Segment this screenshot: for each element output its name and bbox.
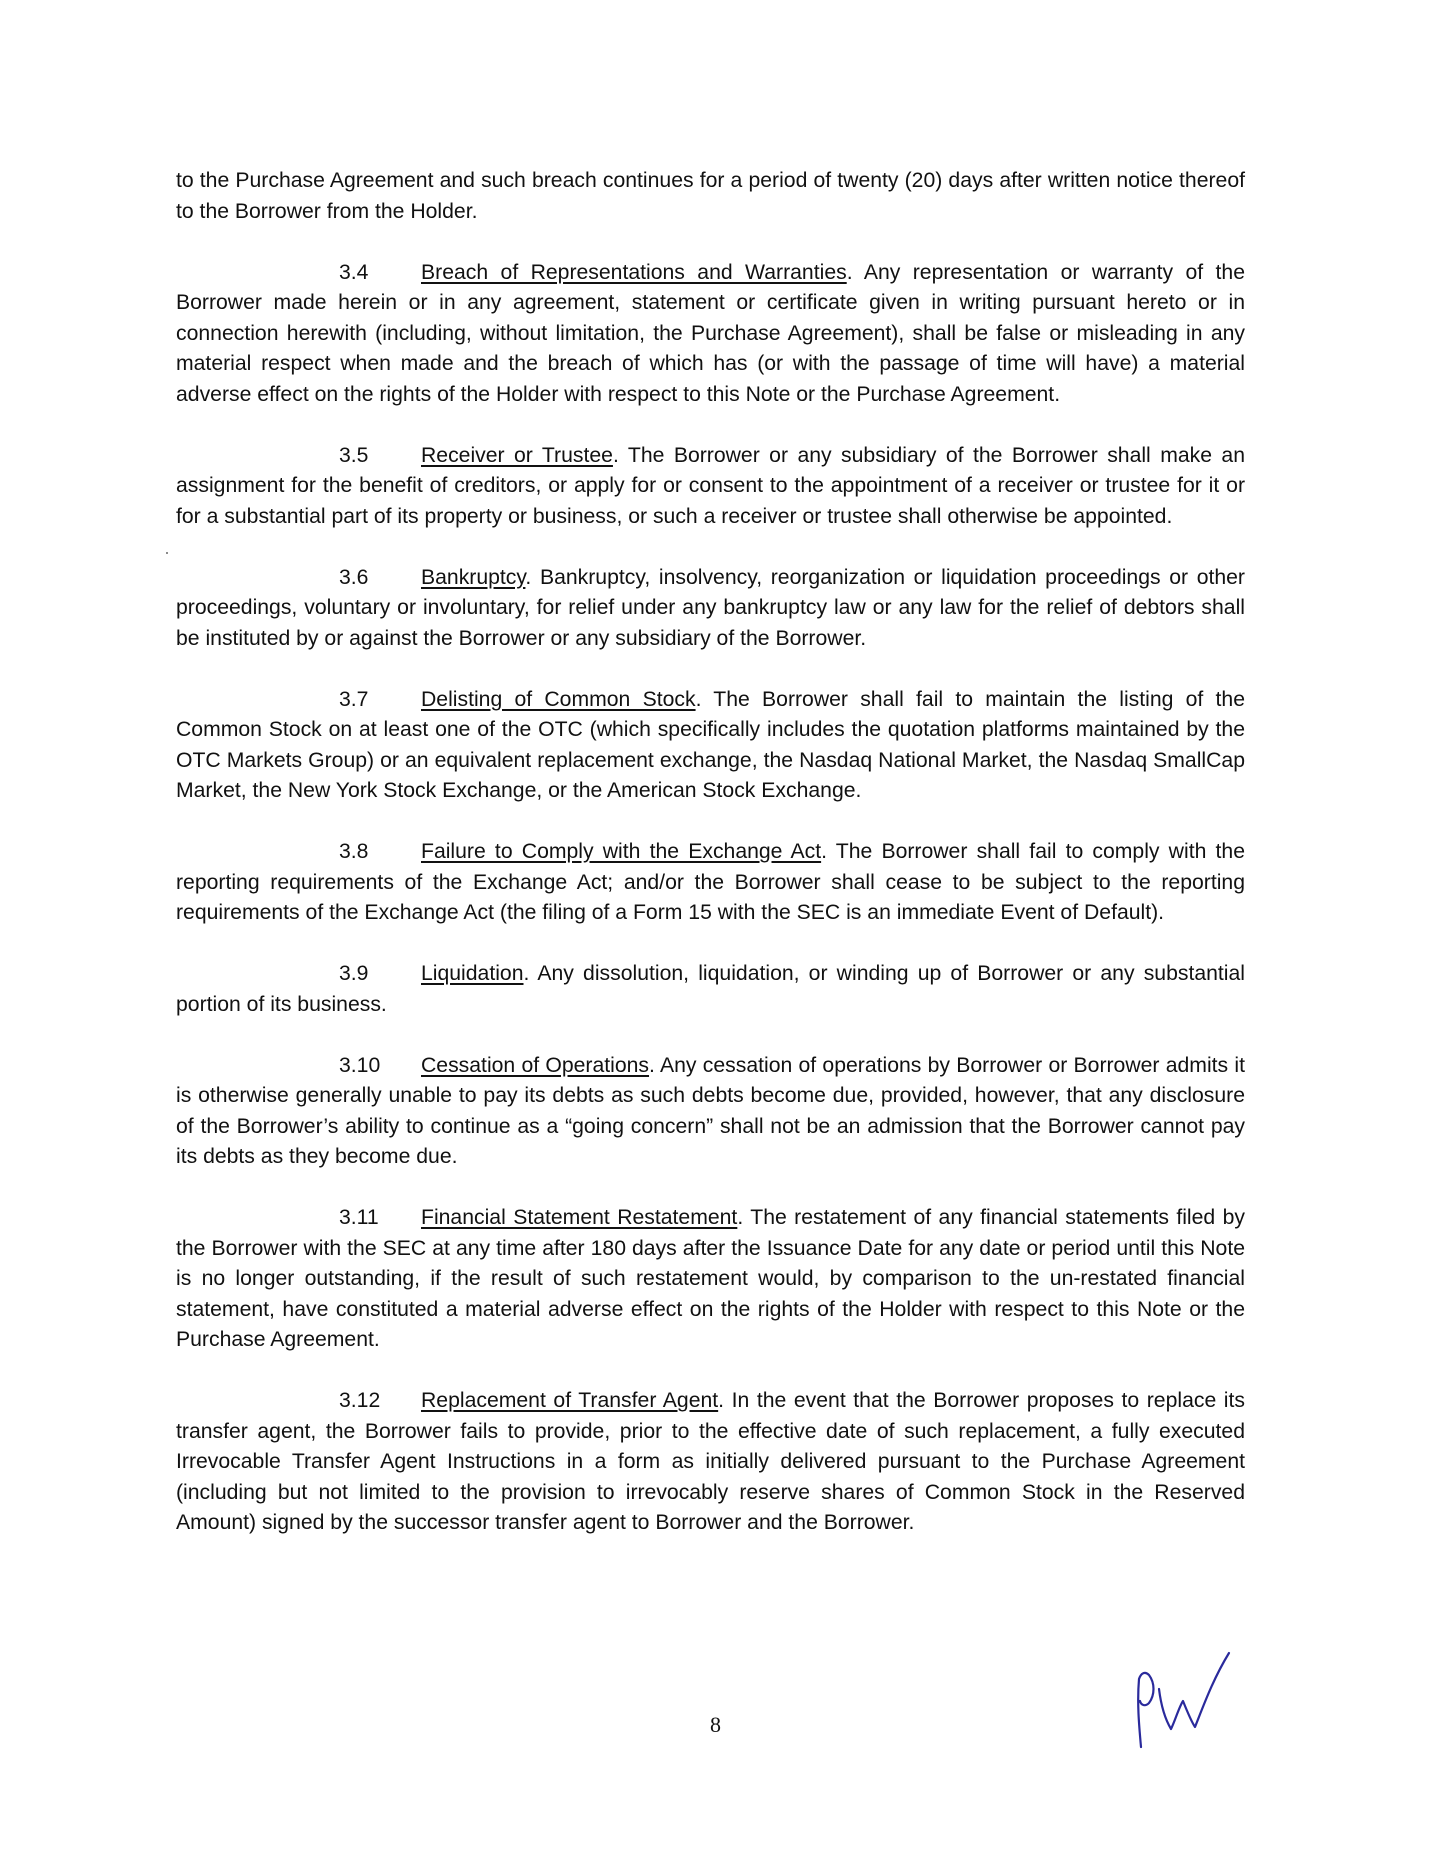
page-number: 8 (710, 1712, 721, 1737)
section-number: 3.9 (339, 962, 369, 985)
section-title: Breach of Representations and Warranties (421, 260, 847, 284)
section-3-5 (176, 441, 1245, 533)
section-title: Delisting of Common Stock (421, 687, 696, 711)
section-3-10 (176, 1051, 1245, 1173)
section-title: Failure to Comply with the Exchange Act (421, 840, 822, 863)
section-text: . Bankruptcy, insolvency, reorganization or liquidation proceedings or other proceedings, voluntary or involuntary, for relief under any bankruptcy law or any law for the relief of debtors shall be instituted by or against the Borrower or any subsidiary of the Borrower. (176, 565, 1245, 650)
section-title: Liquidation (421, 962, 524, 985)
section-text: . In the event that the Borrower proposes to replace its transfer agent, the Borrower fails to provide, prior to the effective date of such replacement, a fully executed Irrevocable Transfer Agent Instructions in a form as initially delivered pursuant to the Purchase Agreement (including but not limited to the provision to irrevocably reserve shares of Common Stock in the Reserved Amount) signed by the successor transfer agent to Borrower and the Borrower. (176, 1389, 1245, 1534)
section-text: . Any cessation of operations by Borrower or Borrower admits it is otherwise generally unable to pay its debts as such debts become due, provided, however, that any disclosure of the Borrower’s ability to continue as a “going concern” shall not be an admission that the Borrower cannot pay its debts as they become due. (176, 1053, 1245, 1168)
section-title: Bankruptcy (421, 565, 526, 589)
section-3-12 (176, 1386, 1245, 1539)
document-body (176, 166, 1245, 1569)
handwritten-initials-signature (1125, 1645, 1235, 1755)
section-title: Receiver or Trustee (421, 443, 613, 467)
section-text: . Any dissolution, liquidation, or winding up of Borrower or any substantial portion of its business. (176, 962, 1245, 1016)
section-3-8 (176, 837, 1245, 929)
section-text: . The Borrower shall fail to maintain the listing of the Common Stock on at least one of the OTC (which specifically includes the quotation platforms maintained by the OTC Markets Group) or an equivalent replacement exchange, the Nasdaq National Market, the Nasdaq SmallCap Market, the New York Stock Exchange, or the American Stock Exchange. (176, 687, 1245, 802)
section-title: Replacement of Transfer Agent (421, 1389, 719, 1412)
section-3-7 (176, 685, 1245, 807)
section-number: 3.4 (339, 260, 369, 284)
section-number: 3.10 (339, 1053, 381, 1077)
section-text: . The restatement of any financial statements filed by the Borrower with the SEC at any time after 180 days after the Issuance Date for any date or period until this Note is no longer outstanding, if the result of such restatement would, by comparison to the un-restated financial statement, have constituted a material adverse effect on the rights of the Holder with respect to this Note or the Purchase Agreement. (176, 1206, 1245, 1351)
section-number: 3.11 (339, 1206, 379, 1229)
scan-speck (166, 552, 168, 554)
section-number: 3.8 (339, 840, 369, 863)
section-number: 3.5 (339, 443, 369, 467)
section-title: Financial Statement Restatement (421, 1206, 738, 1229)
section-number: 3.7 (339, 687, 369, 711)
section-title: Cessation of Operations (421, 1053, 650, 1077)
section-number: 3.12 (339, 1389, 381, 1412)
section-text: . The Borrower or any subsidiary of the Borrower shall make an assignment for the benefit of creditors, or apply for or consent to the appointment of a receiver or trustee for it or for a substantial part of its property or business, or such a receiver or trustee shall otherwise be appointed. (176, 443, 1245, 528)
section-3-6 (176, 563, 1245, 655)
section-3-11 (176, 1203, 1245, 1356)
section-3-4 (176, 258, 1245, 411)
continuation-paragraph: to the Purchase Agreement and such breach continues for a period of twenty (20) days after written notice thereof to the Borrower from the Holder. (176, 169, 1245, 223)
section-number: 3.6 (339, 565, 369, 589)
section-text: . The Borrower shall fail to comply with the reporting requirements of the Exchange Act; and/or the Borrower shall cease to be subject to the reporting requirements of the Exchange Act (the filing of a Form 15 with the SEC is an immediate Event of Default). (176, 840, 1245, 924)
section-text: . Any representation or warranty of the Borrower made herein or in any agreement, statement or certificate given in writing pursuant hereto or in connection herewith (including, without limitation, the Purchase Agreement), shall be false or misleading in any material respect when made and the breach of which has (or with the passage of time will have) a material adverse effect on the rights of the Holder with respect to this Note or the Purchase Agreement. (176, 260, 1245, 406)
section-3-9 (176, 959, 1245, 1020)
